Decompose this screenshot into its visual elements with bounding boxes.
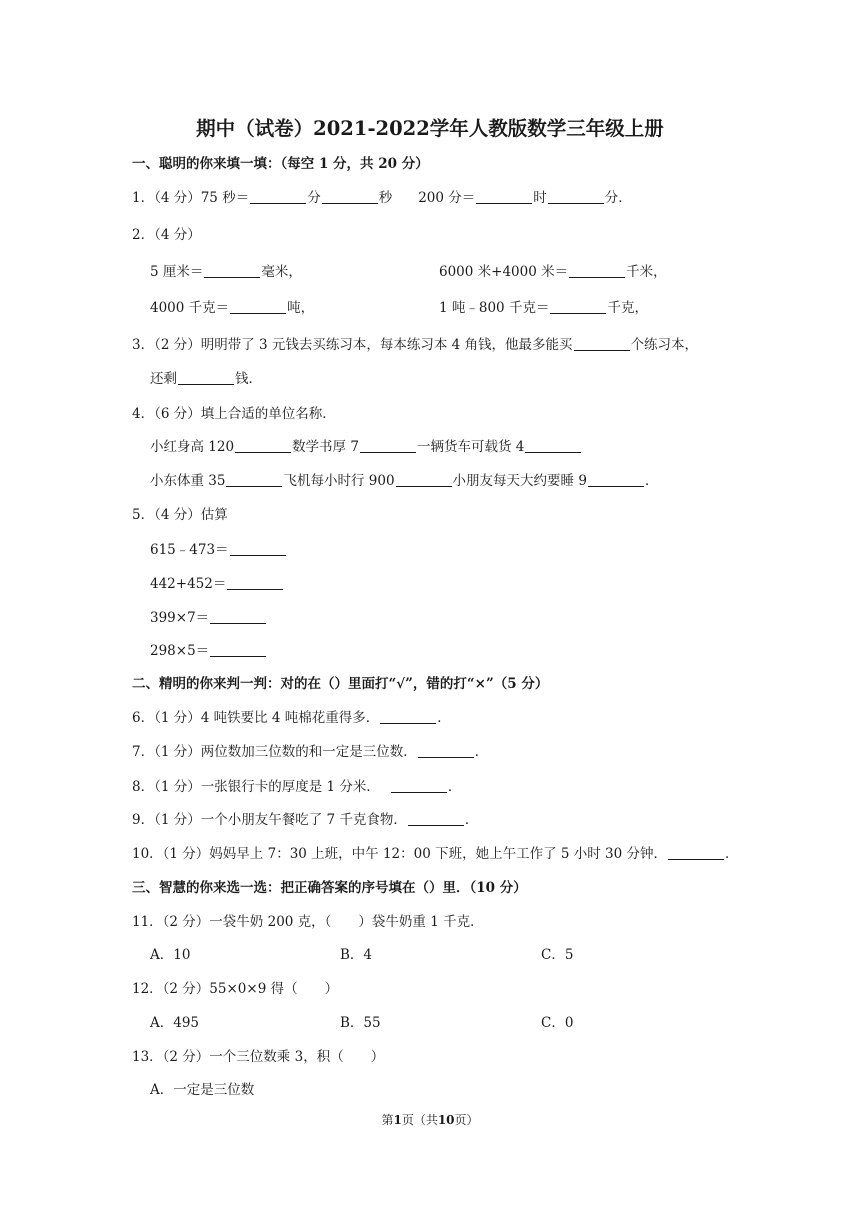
footer-post: 页） (454, 1113, 479, 1127)
q2-a-text: 5 厘米＝ (150, 264, 204, 280)
question-3 (132, 335, 698, 355)
q4-e-text: 飞机每小时行 900 (283, 473, 395, 489)
question-11: 11．（2 分）一袋牛奶 200 克，（ ）袋牛奶重 1 千克． (132, 914, 484, 930)
q3-text-b: 个练习本， (630, 337, 699, 353)
footer-page-number: 1 (393, 1113, 402, 1127)
answer-blank[interactable] (227, 575, 283, 590)
q4-b-text: 数学书厚 7 (292, 439, 359, 455)
page-footer (0, 1111, 860, 1129)
q7-end: ． (474, 744, 489, 760)
q7-text: 7．（1 分）两位数加三位数的和一定是三位数． (132, 744, 417, 760)
question-6 (132, 708, 451, 728)
q5-expr: 615﹣473＝ (150, 542, 229, 558)
q2-d-unit: 千克， (607, 300, 648, 316)
q2-b-text: 6000 米+4000 米＝ (439, 264, 569, 280)
q4-row-1 (150, 437, 582, 457)
answer-blank[interactable] (574, 336, 630, 351)
q11-option-c[interactable]: C．5 (541, 947, 574, 963)
q1-text-a: 1．（4 分）75 秒＝ (132, 190, 250, 206)
q13-option-a[interactable]: A．一定是三位数 (150, 1082, 255, 1098)
q2-item-b (439, 262, 667, 282)
q2-c-unit: 吨， (287, 300, 315, 316)
question-10 (132, 844, 739, 864)
q2-d-text: 1 吨﹣800 千克＝ (439, 300, 550, 316)
q2-item-c (150, 298, 314, 318)
question-13: 13．（2 分）一个三位数乘 3，积（ ） (132, 1049, 385, 1065)
answer-blank[interactable] (588, 472, 644, 487)
q10-text: 10．（1 分）妈妈早上 7：30 上班，中午 12：00 下班，她上午工作了 5 小时 30 分钟． (132, 846, 668, 862)
answer-blank[interactable] (204, 263, 260, 278)
q5-expr: 399×7＝ (150, 610, 210, 626)
q5-expr: 442+452＝ (150, 576, 227, 592)
answer-blank[interactable] (396, 472, 452, 487)
q4-row-2 (150, 471, 658, 491)
page-title: 期中（试卷）2021-2022学年人教版数学三年级上册 (196, 117, 664, 140)
question-4: 4．（6 分）填上合适的单位名称． (132, 406, 336, 422)
q5-item-4 (150, 641, 267, 661)
q4-c-text: 一辆货车可载货 4 (416, 439, 525, 455)
q6-end: ． (437, 710, 451, 726)
q4-end: ． (644, 473, 659, 489)
answer-blank[interactable] (360, 438, 416, 453)
q2-b-unit: 千米， (626, 264, 667, 280)
section-3-heading: 三、智慧的你来选一选：把正确答案的序号填在（）里．（10 分） (132, 880, 527, 896)
q4-a-text: 小红身高 120 (150, 439, 235, 455)
answer-blank[interactable] (525, 438, 581, 453)
q11-option-a[interactable]: A．10 (150, 947, 191, 963)
answer-blank[interactable] (550, 299, 606, 314)
q1-text-e: 时 (533, 190, 547, 206)
answer-blank[interactable] (235, 438, 291, 453)
question-12: 12．（2 分）55×0×9 得（ ） (132, 981, 339, 997)
q4-d-text: 小东体重 35 (150, 473, 226, 489)
q1-text-f: 分． (604, 190, 632, 206)
footer-pre: 第 (381, 1113, 394, 1127)
answer-blank[interactable] (250, 189, 306, 204)
q8-end: ． (447, 779, 462, 795)
answer-blank[interactable] (548, 189, 604, 204)
answer-blank[interactable] (476, 189, 532, 204)
answer-blank[interactable] (226, 472, 282, 487)
footer-mid: 页（共 (401, 1113, 438, 1127)
question-7 (132, 742, 488, 762)
answer-blank[interactable] (210, 609, 266, 624)
q12-option-a[interactable]: A．495 (150, 1015, 200, 1031)
q4-f-text: 小朋友每天大约要睡 9 (452, 473, 587, 489)
answer-blank[interactable] (322, 189, 378, 204)
q3-text-d: 钱． (235, 371, 262, 387)
question-2: 2．（4 分） (132, 227, 201, 243)
answer-blank[interactable] (230, 299, 286, 314)
answer-blank[interactable] (210, 642, 266, 657)
section-1-heading: 一、聪明的你来填一填：（每空 1 分，共 20 分） (132, 156, 429, 172)
q12-option-b[interactable]: B．55 (340, 1015, 381, 1031)
q5-item-1 (150, 540, 287, 560)
q3-text-a: 3．（2 分）明明带了 3 元钱去买练习本，每本练习本 4 角钱，他最多能买 (132, 337, 573, 353)
question-8 (132, 777, 461, 797)
footer-total-pages: 10 (437, 1113, 455, 1127)
q5-item-2 (150, 574, 284, 594)
answer-blank[interactable] (230, 541, 286, 556)
q11-option-b[interactable]: B．4 (340, 947, 373, 963)
q5-expr: 298×5＝ (150, 643, 210, 659)
answer-blank[interactable] (569, 263, 625, 278)
section-2-heading: 二、精明的你来判一判：对的在（）里面打“√”，错的打“×”（5 分） (132, 676, 549, 692)
question-5: 5．（4 分）估算 (132, 507, 228, 523)
q2-a-unit: 毫米， (261, 264, 302, 280)
answer-blank[interactable] (380, 709, 436, 724)
q6-text: 6．（1 分）4 吨铁要比 4 吨棉花重得多． (132, 710, 380, 726)
question-9 (132, 810, 478, 830)
q8-text: 8．（1 分）一张银行卡的厚度是 1 分米． (132, 779, 380, 795)
q2-item-a (150, 262, 302, 282)
question-1 (132, 188, 632, 208)
answer-blank[interactable] (668, 845, 724, 860)
answer-blank[interactable] (418, 743, 474, 758)
answer-blank[interactable] (408, 811, 464, 826)
q1-text-d: 200 分＝ (418, 190, 476, 206)
q3-text-c: 还剩 (150, 371, 177, 387)
q2-item-d (439, 298, 648, 318)
q5-item-3 (150, 608, 267, 628)
question-3-cont (150, 369, 262, 389)
q9-text: 9．（1 分）一个小朋友午餐吃了 7 千克食物． (132, 812, 407, 828)
q2-c-text: 4000 千克＝ (150, 300, 230, 316)
answer-blank[interactable] (178, 370, 234, 385)
q9-end: ． (464, 812, 479, 828)
q12-option-c[interactable]: C．0 (541, 1015, 574, 1031)
q1-text-b: 分 (307, 190, 321, 206)
q1-text-c: 秒 (378, 190, 393, 206)
answer-blank[interactable] (391, 778, 447, 793)
q10-end: ． (725, 846, 739, 862)
